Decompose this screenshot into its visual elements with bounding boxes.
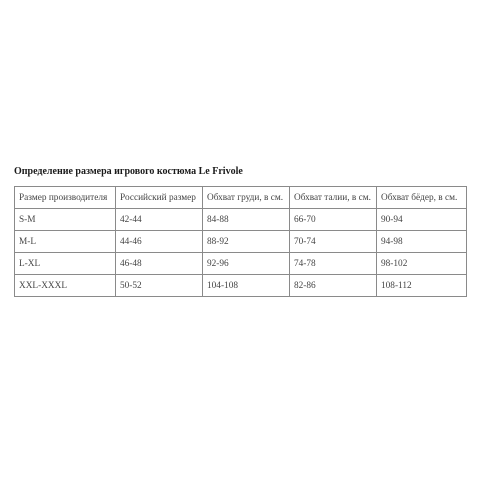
table-cell: 108-112	[377, 275, 467, 297]
table-cell: 44-46	[116, 231, 203, 253]
table-cell: 92-96	[203, 253, 290, 275]
table-cell: 66-70	[290, 209, 377, 231]
table-cell: 42-44	[116, 209, 203, 231]
table-cell: S-M	[15, 209, 116, 231]
size-table	[14, 186, 467, 297]
column-header-waist: Обхват талии, в см.	[290, 187, 377, 209]
table-cell: 46-48	[116, 253, 203, 275]
table-cell: 50-52	[116, 275, 203, 297]
table-cell: 82-86	[290, 275, 377, 297]
column-header-russian-size: Российский размер	[116, 187, 203, 209]
table-cell: 94-98	[377, 231, 467, 253]
table-header-row	[15, 187, 467, 209]
table-cell: 74-78	[290, 253, 377, 275]
table-row	[15, 231, 467, 253]
table-row	[15, 209, 467, 231]
table-cell: 70-74	[290, 231, 377, 253]
page-title: Определение размера игрового костюма Le Frivole	[14, 166, 243, 177]
table-cell: L-XL	[15, 253, 116, 275]
table-cell: 88-92	[203, 231, 290, 253]
table-cell: XXL-XXXL	[15, 275, 116, 297]
table-cell: M-L	[15, 231, 116, 253]
table-cell: 84-88	[203, 209, 290, 231]
column-header-manufacturer-size: Размер производителя	[15, 187, 116, 209]
column-header-hips: Обхват бёдер, в см.	[377, 187, 467, 209]
table-cell: 104-108	[203, 275, 290, 297]
table-cell: 98-102	[377, 253, 467, 275]
table-cell: 90-94	[377, 209, 467, 231]
column-header-chest: Обхват груди, в см.	[203, 187, 290, 209]
table-row	[15, 275, 467, 297]
table-row	[15, 253, 467, 275]
